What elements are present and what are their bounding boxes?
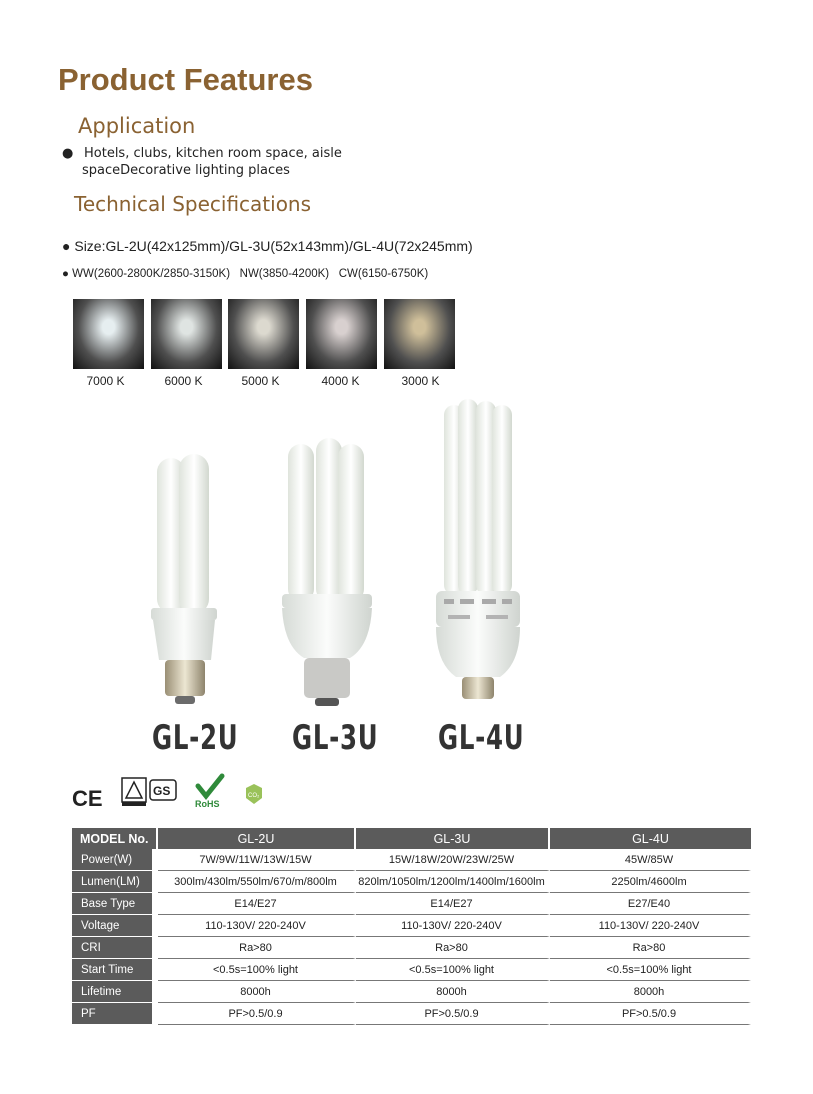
table-header-row (72, 828, 751, 849)
swatch-label: 7000 K (86, 374, 125, 388)
gl-3u-bulb-image (278, 436, 378, 711)
table-cell: 2250lm/4600lm (550, 871, 751, 893)
table-row (72, 1003, 751, 1025)
table-row-label: Lumen(LM) (72, 871, 158, 893)
ce-mark-icon: CE (72, 786, 103, 811)
bullet-icon: ● (62, 238, 75, 254)
table-cell: E14/E27 (356, 893, 550, 915)
svg-text:CO₂: CO₂ (248, 793, 260, 799)
table-row (72, 915, 751, 937)
certification-logos (70, 772, 270, 812)
model-label-gl-3u: GL-3U (292, 718, 379, 758)
table-cell: PF>0.5/0.9 (356, 1003, 550, 1025)
table-header-cell: MODEL No. (72, 828, 158, 849)
rohs-mark-icon (195, 776, 222, 809)
table-row-label: Lifetime (72, 981, 158, 1003)
table-cell: 110-130V/ 220-240V (356, 915, 550, 937)
bullet-icon: ● (62, 268, 73, 280)
table-header-cell: GL-2U (158, 828, 356, 849)
safety-mark-icon (122, 778, 146, 806)
swatch-5000k (228, 299, 299, 369)
table-row (72, 871, 751, 893)
table-row-label: PF (72, 1003, 158, 1025)
table-row (72, 893, 751, 915)
model-label-gl-2u: GL-2U (152, 718, 239, 758)
swatch-3000k (384, 299, 455, 369)
table-cell: 110-130V/ 220-240V (550, 915, 751, 937)
table-cell: E27/E40 (550, 893, 751, 915)
table-cell: E14/E27 (158, 893, 356, 915)
table-cell: PF>0.5/0.9 (158, 1003, 356, 1025)
table-cell: Ra>80 (550, 937, 751, 959)
table-cell: 820lm/1050lm/1200lm/1400lm/1600lm (356, 871, 550, 893)
swatch-label: 4000 K (321, 374, 360, 388)
gl-4u-bulb-image (430, 395, 526, 705)
svg-text:RoHS: RoHS (195, 799, 220, 809)
table-cell: 300lm/430lm/550lm/670/m/800lm (158, 871, 356, 893)
table-cell: <0.5s=100% light (356, 959, 550, 981)
swatch-6000k (151, 299, 222, 369)
table-cell: <0.5s=100% light (158, 959, 356, 981)
application-line-1: Hotels, clubs, kitchen room space, aisle (84, 146, 342, 161)
table-cell: 45W/85W (550, 849, 751, 871)
table-cell: 8000h (158, 981, 356, 1003)
table-cell: Ra>80 (356, 937, 550, 959)
gl-2u-bulb-image (145, 450, 225, 710)
table-row-label: Base Type (72, 893, 158, 915)
gs-mark-icon (150, 780, 176, 800)
bullet-icon: ● (62, 146, 74, 161)
table-row (72, 849, 751, 871)
table-cell: <0.5s=100% light (550, 959, 751, 981)
swatch-label: 5000 K (241, 374, 280, 388)
table-row-label: Start Time (72, 959, 158, 981)
table-row-label: Power(W) (72, 849, 158, 871)
color-temp-spec (62, 268, 428, 280)
table-cell: 7W/9W/11W/13W/15W (158, 849, 356, 871)
table-row (72, 959, 751, 981)
technical-specifications-heading: Technical Specifications (74, 192, 312, 216)
table-header-cell: GL-4U (550, 828, 751, 849)
table-cell: PF>0.5/0.9 (550, 1003, 751, 1025)
swatch-label: 6000 K (164, 374, 203, 388)
model-label-gl-4u: GL-4U (438, 718, 525, 758)
table-header-cell: GL-3U (356, 828, 550, 849)
size-spec (62, 238, 473, 254)
table-row (72, 981, 751, 1003)
svg-text:GS: GS (153, 784, 171, 798)
table-cell: 8000h (550, 981, 751, 1003)
table-row-label: Voltage (72, 915, 158, 937)
table-cell: 110-130V/ 220-240V (158, 915, 356, 937)
size-spec-text: Size:GL-2U(42x125mm)/GL-3U(52x143mm)/GL-4U(72x245mm) (74, 238, 473, 254)
table-cell: 15W/18W/20W/23W/25W (356, 849, 550, 871)
swatch-label: 3000 K (401, 374, 440, 388)
swatch-4000k (306, 299, 377, 369)
spec-table (72, 828, 751, 1025)
application-line-2: spaceDecorative lighting places (82, 163, 290, 178)
page-title: Product Features (58, 62, 313, 97)
table-cell: Ra>80 (158, 937, 356, 959)
color-temp-text: WW(2600-2800K/2850-3150K) NW(3850-4200K) CW(6150-6750K) (72, 268, 429, 280)
swatch-7000k (73, 299, 144, 369)
table-row-label: CRI (72, 937, 158, 959)
application-heading: Application (78, 114, 196, 138)
table-cell: 8000h (356, 981, 550, 1003)
co2-mark-icon (246, 784, 262, 804)
table-row (72, 937, 751, 959)
application-text (62, 145, 382, 179)
